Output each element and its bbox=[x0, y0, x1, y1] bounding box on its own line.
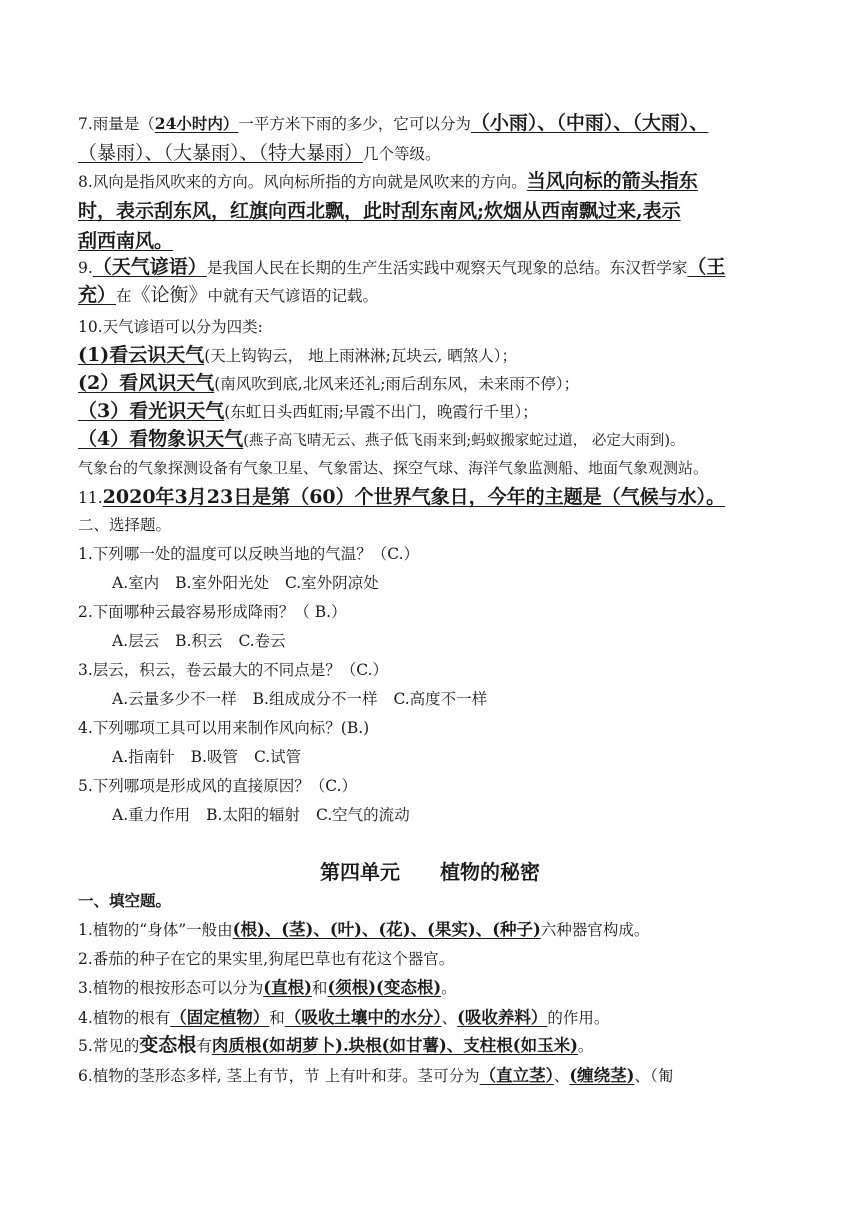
fill-line3 bbox=[78, 972, 784, 1003]
choice-q4-options bbox=[112, 746, 317, 768]
q8-answer-1: 当风向标的箭头指东 bbox=[526, 170, 698, 192]
q8-answer-3: 刮西南风。 bbox=[78, 230, 174, 252]
choice-heading: 二、选择题。 bbox=[78, 516, 172, 534]
fill-l6-a: 6.植物的茎形态多样, 茎上有节，节 上有叶和芽。茎可分为 bbox=[78, 1067, 480, 1085]
fill-l5-a: 5.常见的 bbox=[78, 1037, 140, 1055]
fill-l5-e: 。 bbox=[577, 1037, 594, 1055]
q9-answer-name-2: 充） bbox=[78, 284, 117, 306]
q9-line1 bbox=[78, 252, 784, 283]
fill-l3-c: 和 bbox=[311, 979, 328, 997]
q10-cat4-label: （4）看物象识天气 bbox=[78, 428, 244, 450]
q7-text-f: 几个等级。 bbox=[363, 145, 441, 163]
fill-l4-e: 、 bbox=[441, 1009, 458, 1027]
option: A.重力作用 bbox=[112, 806, 191, 824]
fill-l3-answer-2: (须根)(变态根) bbox=[327, 978, 442, 997]
option: B.吸管 bbox=[190, 748, 238, 766]
fill-l4-a: 4.植物的根有 bbox=[78, 1009, 171, 1027]
choice-q1: 1.下列哪一处的温度可以反映当地的气温？（C.） bbox=[78, 545, 420, 563]
q9-book-title: 《论衡》 bbox=[131, 284, 208, 306]
option: C.空气的流动 bbox=[315, 806, 410, 824]
choice-q5-options bbox=[112, 804, 426, 826]
option: C.试管 bbox=[253, 748, 302, 766]
q7-text-c: 一平方米下雨的多少，它可以分为 bbox=[238, 115, 471, 133]
choice-q2-options bbox=[112, 630, 302, 652]
fill-line5 bbox=[78, 1030, 784, 1061]
q10-cat3-label: （3）看光识天气 bbox=[78, 400, 225, 422]
q10-cat1 bbox=[78, 340, 784, 371]
q11-line bbox=[78, 482, 784, 513]
fill-l6-c: 、 bbox=[553, 1067, 570, 1085]
fill-l3-answer-1: (直根) bbox=[263, 978, 312, 997]
q9-text-f: 在 bbox=[116, 287, 132, 305]
q9-answer-name-1: （王 bbox=[687, 256, 726, 278]
fill-l3-e: 。 bbox=[441, 979, 457, 997]
choice-q2: 2.下面哪种云最容易形成降雨？（ B.） bbox=[78, 603, 347, 621]
option: A.层云 bbox=[112, 632, 160, 650]
option: C.卷云 bbox=[238, 632, 286, 650]
fill-l4-g: 的作用。 bbox=[547, 1009, 610, 1027]
q7-answer-levels-1: （小雨）、（中雨）、（大雨）、 bbox=[470, 112, 709, 134]
fill-line6 bbox=[78, 1060, 784, 1091]
q11-number: 11. bbox=[78, 489, 103, 507]
option: C.室外阴凉处 bbox=[284, 574, 379, 592]
q11-answer: 2020年3月23日是第（60）个世界气象日，今年的主题是（气候与水）。 bbox=[102, 486, 726, 508]
fill-l4-answer-1: （固定植物） bbox=[170, 1008, 270, 1027]
option: B.积云 bbox=[175, 632, 223, 650]
fill-l4-answer-2: （吸收土壤中的水分） bbox=[284, 1008, 442, 1027]
q10-cat3 bbox=[78, 396, 784, 427]
fill-l6-answer-1: （直立茎） bbox=[479, 1066, 554, 1085]
q7-answer-time: 24小时内） bbox=[154, 114, 239, 133]
option: A.室内 bbox=[112, 574, 160, 592]
fill-l1-c: 六种器官构成。 bbox=[540, 921, 650, 939]
unit-number: 第四单元 bbox=[320, 860, 400, 884]
q8-text-a: 8.风向是指风吹来的方向。风向标所指的方向就是风吹来的方向。 bbox=[78, 173, 527, 191]
fill-line2: 2.番茄的种子在它的果实里,狗尾巴草也有花这个器官。 bbox=[78, 950, 455, 968]
choice-q4: 4.下列哪项工具可以用来制作风向标？(B.) bbox=[78, 719, 370, 737]
q8-answer-2: 时，表示刮东风，红旗向西北飘，此时刮东南风;炊烟从西南飘过来,表示 bbox=[78, 200, 681, 222]
fill-l5-c: 有 bbox=[196, 1037, 212, 1055]
q10-cat1-desc: (天上钩钩云， 地上雨淋淋;瓦块云, 晒煞人）； bbox=[204, 347, 518, 365]
fill-l6-e: 、（匍 bbox=[634, 1067, 674, 1085]
fill-l4-answer-3: (吸收养料） bbox=[457, 1008, 548, 1027]
q10-cat4-desc: (燕子高飞晴无云、燕子低飞雨来到;蚂蚁搬家蛇过道， 必定大雨到)。 bbox=[243, 433, 685, 449]
option: B.室外阳光处 bbox=[175, 574, 269, 592]
fill-l5-answer-1: 变态根 bbox=[139, 1034, 197, 1056]
option: C.高度不一样 bbox=[393, 690, 488, 708]
fill-line4 bbox=[78, 1002, 784, 1033]
fill-heading: 一、填空题。 bbox=[78, 892, 172, 910]
fill-l3-a: 3.植物的根按形态可以分为 bbox=[78, 979, 264, 997]
q7-line2 bbox=[78, 138, 784, 169]
fill-l1-a: 1.植物的“身体”一般由 bbox=[78, 921, 233, 939]
fill-line1 bbox=[78, 914, 784, 945]
q10-cat3-desc: (东虹日头西虹雨;早霞不出门，晚霞行千里）； bbox=[224, 403, 538, 421]
q9-text-a: 9. bbox=[78, 259, 93, 277]
q10-cat2 bbox=[78, 368, 784, 399]
fill-l1-answer: (根)、(茎)、(叶)、(花)、(果实)、(种子) bbox=[232, 920, 541, 939]
q9-answer-proverb: （天气谚语） bbox=[92, 256, 207, 278]
option: A.云量多少不一样 bbox=[112, 690, 237, 708]
unit-name: 植物的秘密 bbox=[440, 860, 540, 884]
q8-line1 bbox=[78, 166, 784, 197]
option: A.指南针 bbox=[112, 748, 175, 766]
q9-line2 bbox=[78, 280, 784, 311]
q7-line1 bbox=[78, 108, 784, 139]
q10-equipment: 气象台的气象探测设备有气象卫星、气象雷达、探空气球、海洋气象监测船、地面气象观测站。 bbox=[78, 459, 709, 477]
q10-intro: 10.天气谚语可以分为四类: bbox=[78, 318, 263, 336]
choice-q3: 3.层云，积云，卷云最大的不同点是？（C.） bbox=[78, 661, 389, 679]
q10-cat2-desc: (南风吹到底,北风来还礼;雨后刮东风，未来雨不停）； bbox=[214, 375, 580, 393]
q7-text-a: 7.雨量是（ bbox=[78, 115, 155, 133]
q8-line2 bbox=[78, 196, 784, 226]
q10-cat2-label: (2）看风识天气 bbox=[78, 372, 215, 394]
choice-q1-options bbox=[112, 572, 395, 594]
q10-cat1-label: (1)看云识天气 bbox=[78, 344, 205, 366]
q7-answer-levels-2: （暴雨）、（大暴雨）、（特大暴雨） bbox=[78, 142, 364, 164]
fill-l4-c: 和 bbox=[269, 1009, 285, 1027]
fill-l5-answer-2: 肉质根(如胡萝卜).块根(如甘薯)、支柱根(如玉米) bbox=[211, 1036, 578, 1055]
option: B.组成成分不一样 bbox=[252, 690, 378, 708]
choice-q5: 5.下列哪项是形成风的直接原因？（C.） bbox=[78, 777, 358, 795]
fill-l6-answer-2: (缠绕茎) bbox=[569, 1066, 635, 1085]
option: B.太阳的辐射 bbox=[206, 806, 300, 824]
q9-text-c: 是我国人民在长期的生产生活实践中观察天气现象的总结。东汉哲学家 bbox=[206, 259, 688, 277]
q9-text-h: 中就有天气谚语的记载。 bbox=[207, 287, 379, 305]
choice-q3-options bbox=[112, 688, 503, 710]
q10-cat4 bbox=[78, 424, 784, 456]
unit-title bbox=[0, 856, 860, 885]
